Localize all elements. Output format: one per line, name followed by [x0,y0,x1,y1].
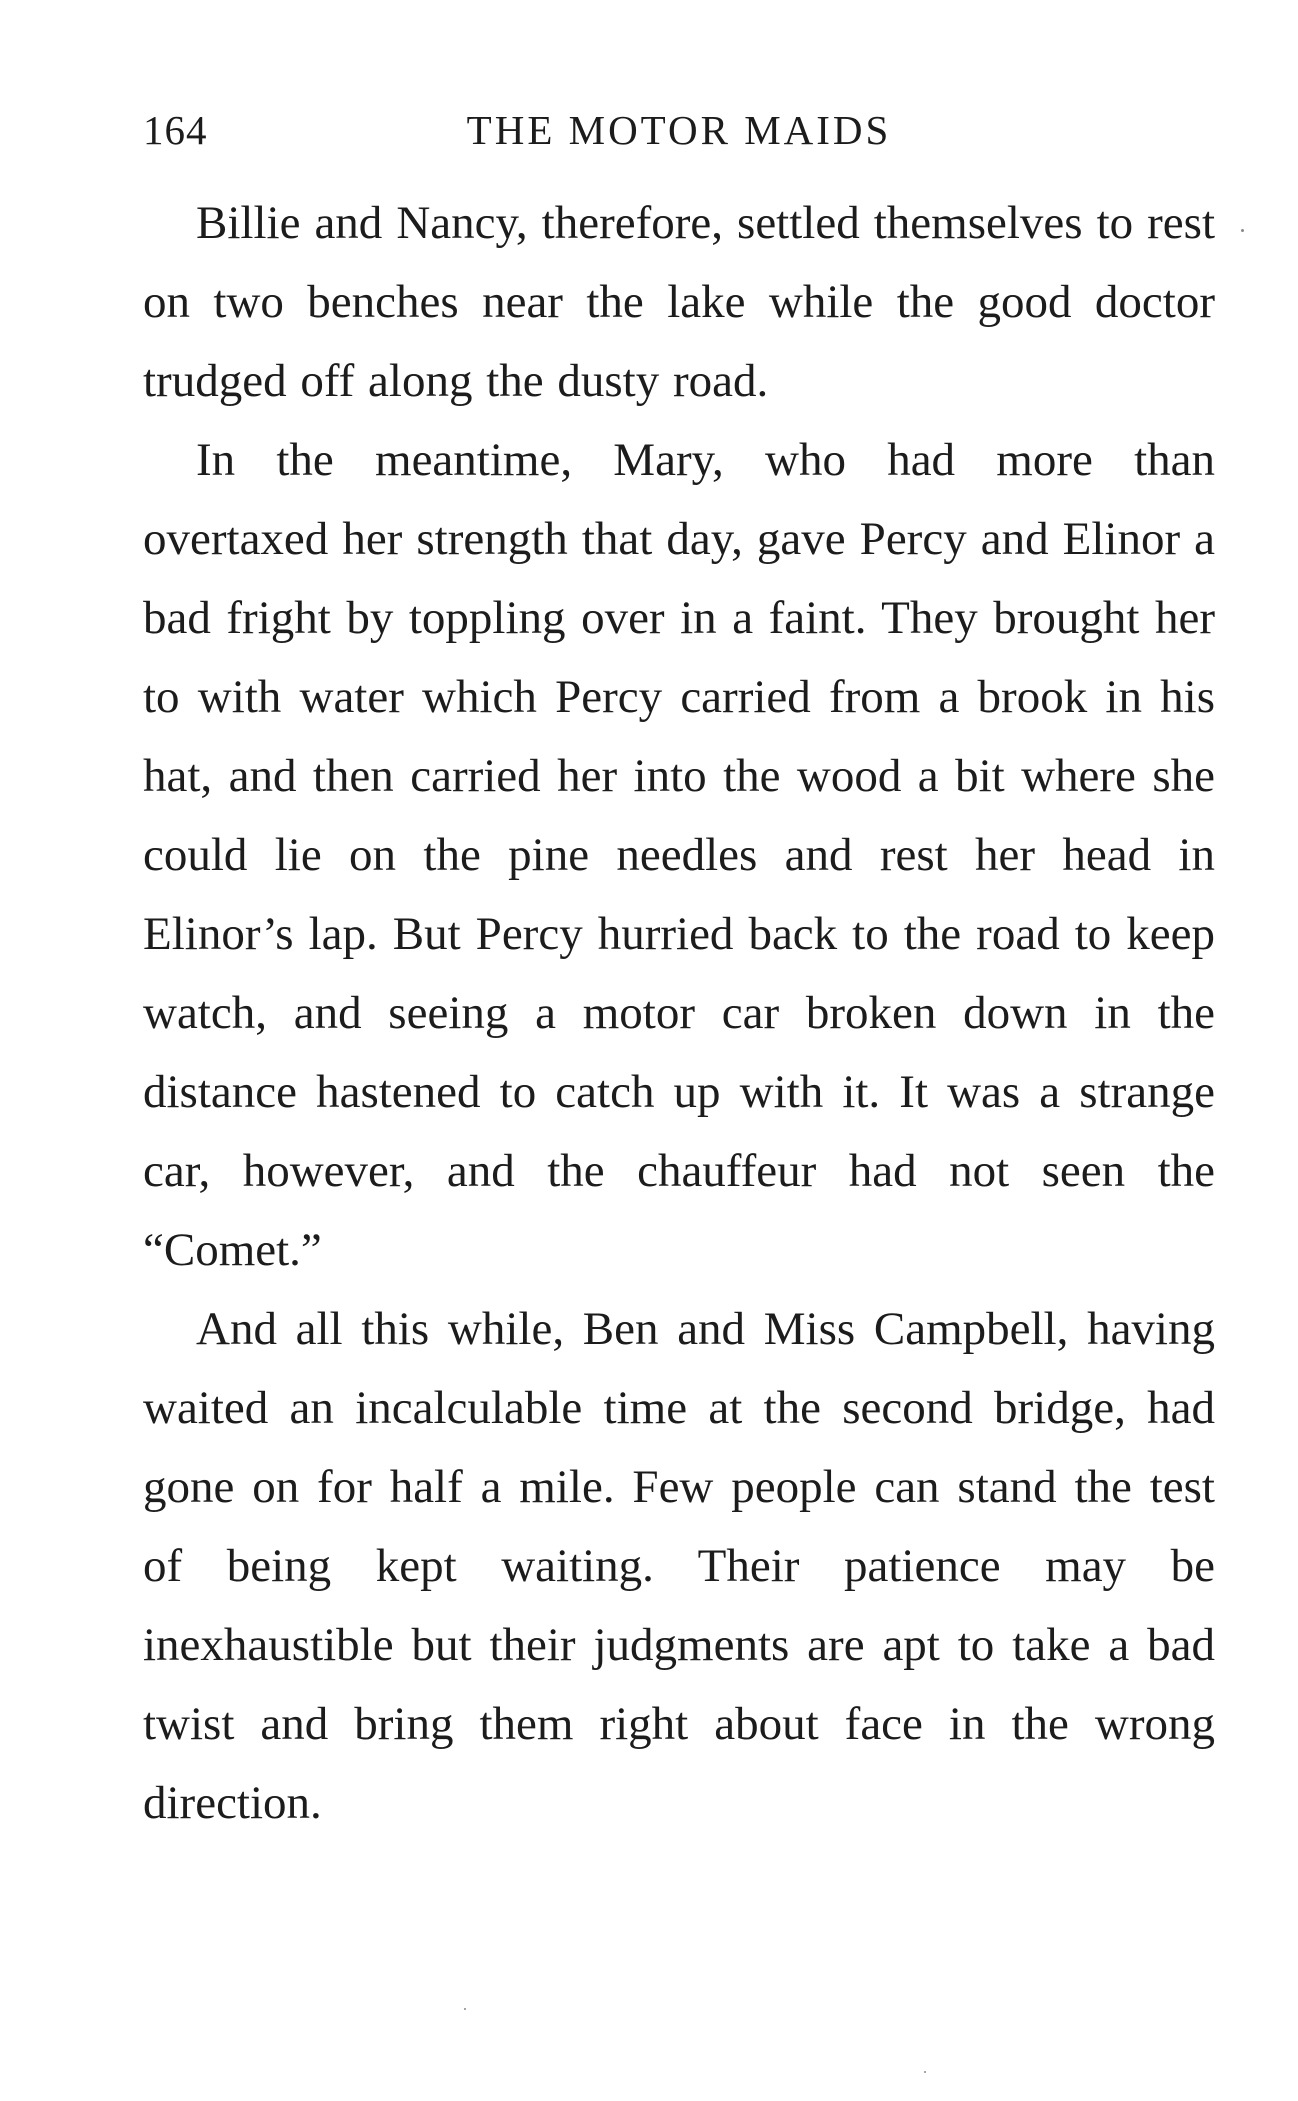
page-header [143,100,1215,160]
paper-speck [1241,229,1244,232]
body-text [143,184,1215,1843]
running-title: THE MOTOR MAIDS [466,107,892,153]
paragraph-2: In the meantime, Mary, who had more than overtaxed her strength that day, gave Percy and Elinor a bad fright by toppling over in a faint. They brought her to with water which Percy carried from a brook in his hat, and then carried her into the wood a bit where she could lie on the pine needles and rest her head in Elinor’s lap. But Percy hurried back to the road to keep watch, and seeing a motor car broken down in the distance hastened to catch up with it. It was a strange car, however, and the chauffeur had not seen the “Comet.” [143,434,1215,1276]
paragraph-1: Billie and Nancy, therefore, settled themselves to rest on two benches near the lake while the good doctor trudged off along the dusty road. [143,197,1215,407]
paper-speck [464,2008,466,2010]
page-number: 164 [143,107,208,153]
paper-speck [924,2071,926,2073]
paragraph-3: And all this while, Ben and Miss Campbell, having waited an incalculable time at the second bridge, had gone on for half a mile. Few people can stand the test of being kept waiting. Their patience may be inexhaustible but their judgments are apt to take a bad twist and bring them right about face in the wrong direction. [143,1303,1215,1829]
